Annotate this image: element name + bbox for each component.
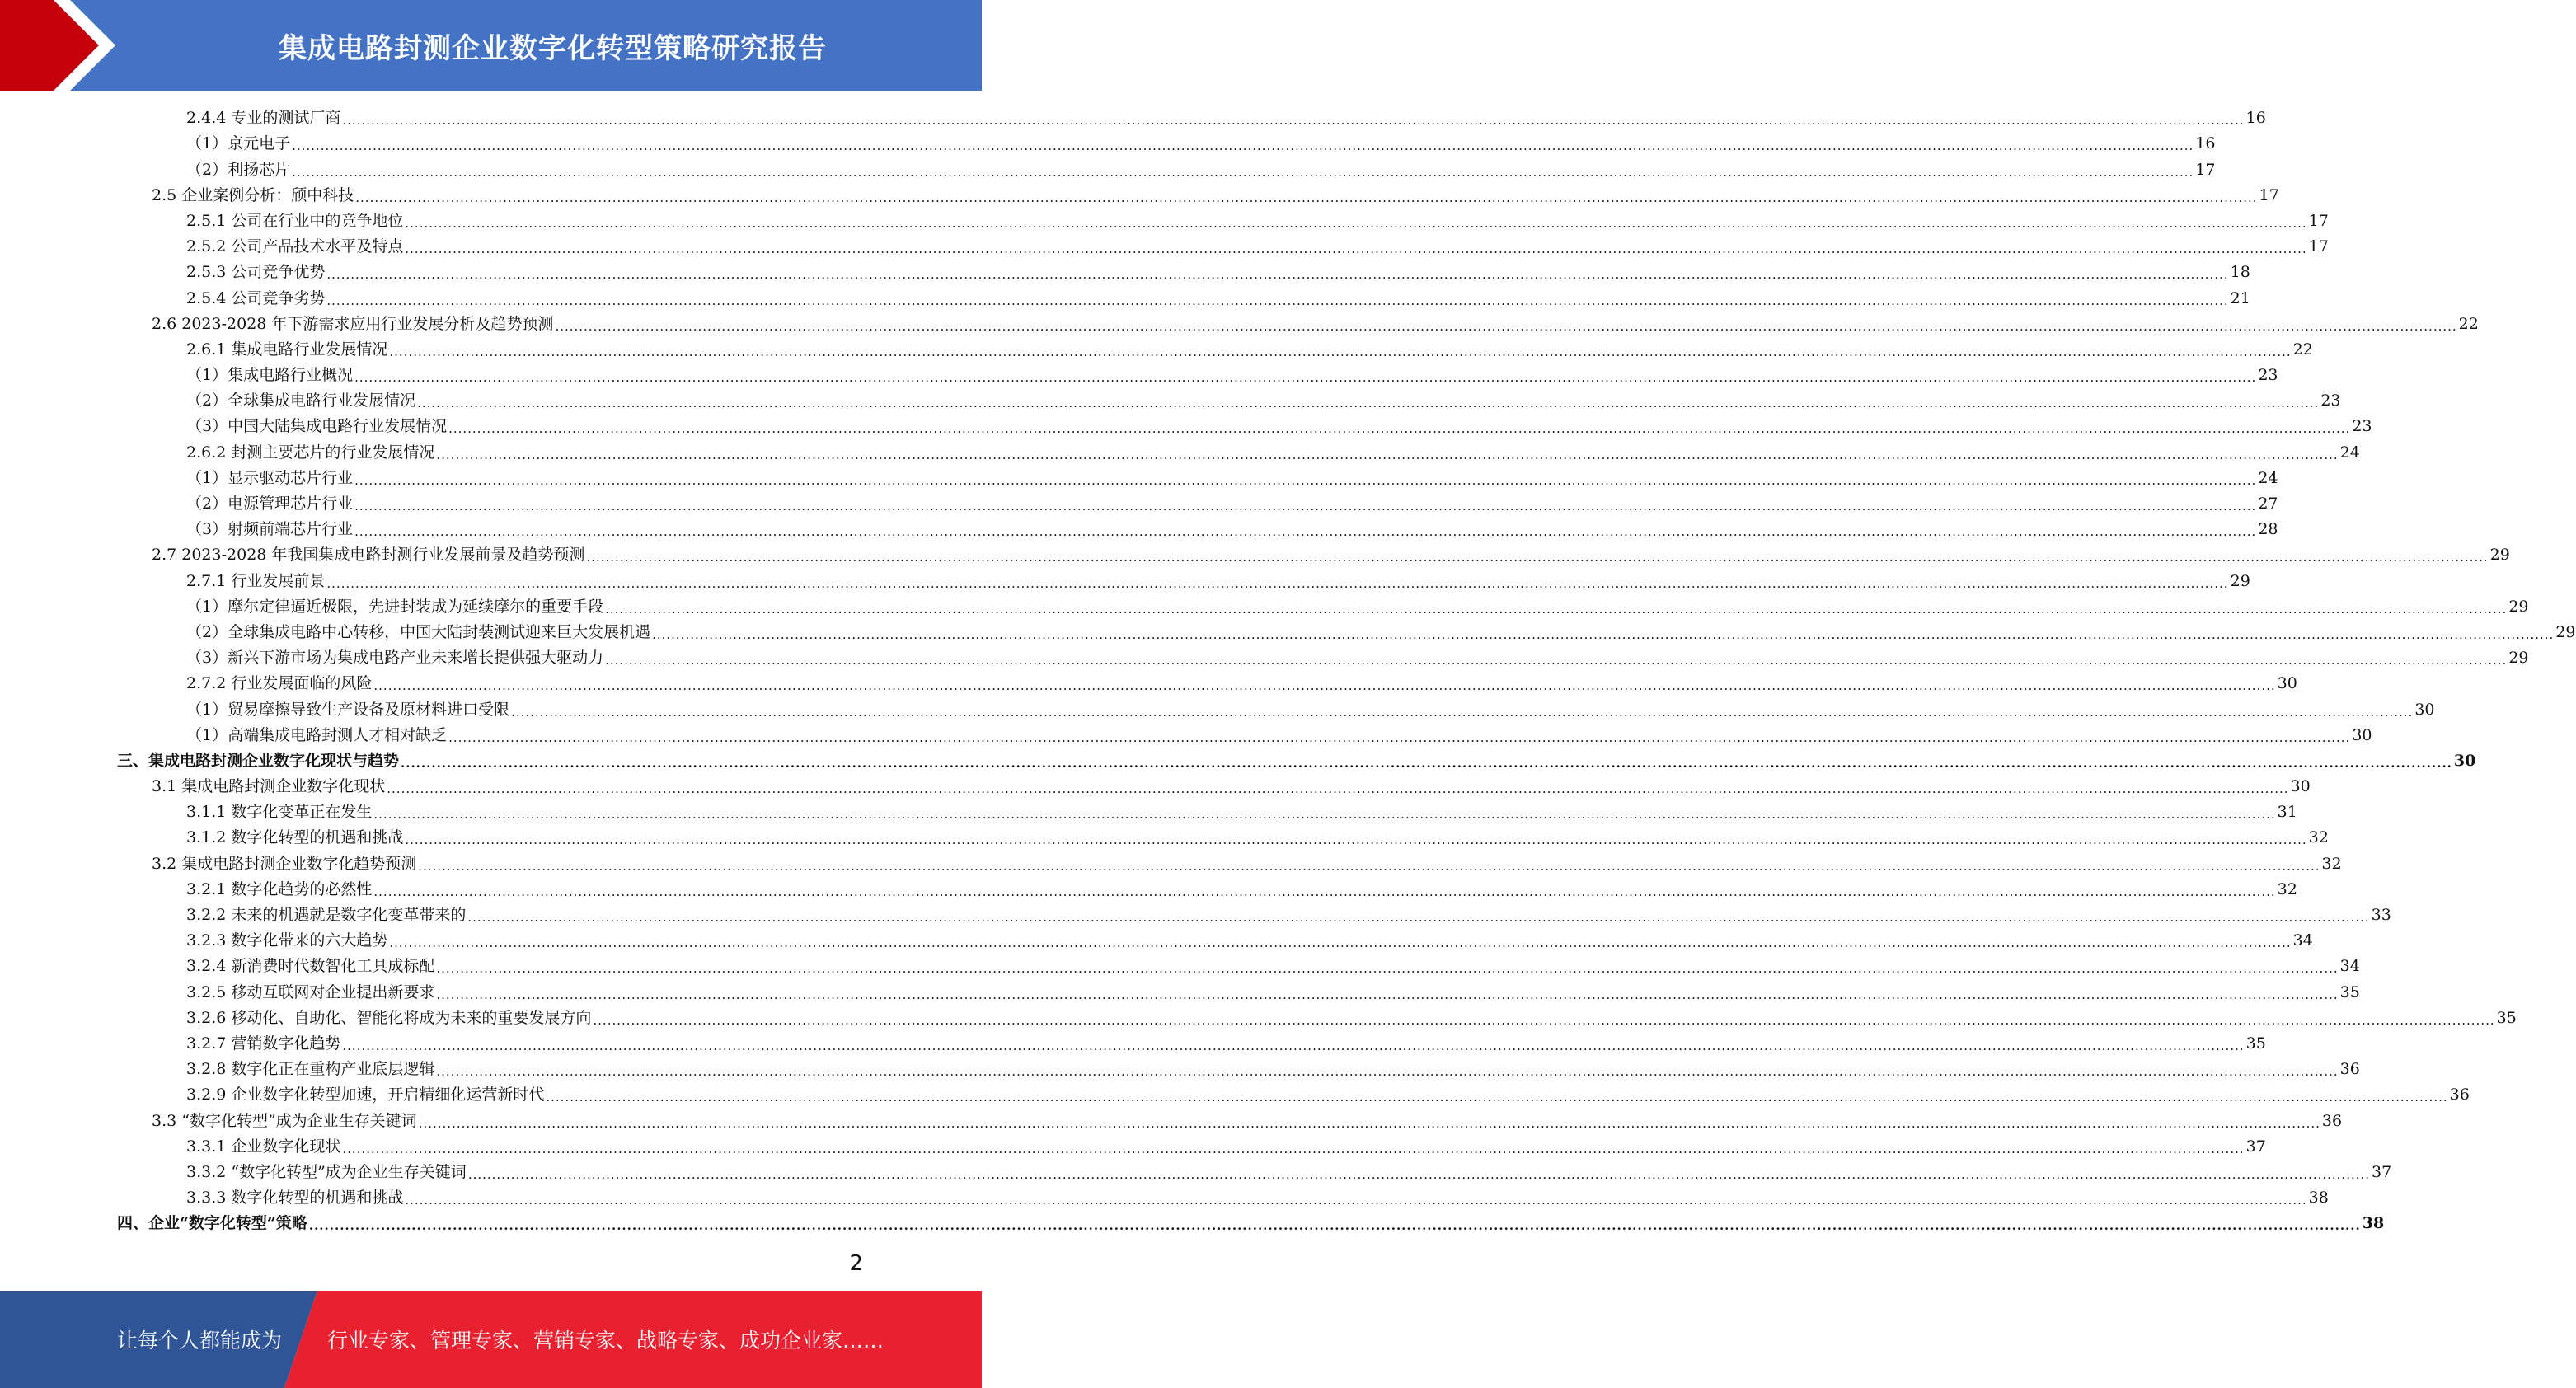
toc-entry[interactable]	[0, 259, 2250, 284]
toc-entry[interactable]	[0, 156, 2216, 181]
toc-entry[interactable]	[0, 413, 2372, 438]
toc-entry[interactable]	[0, 105, 2266, 130]
table-of-contents	[0, 105, 2576, 1236]
toc-entry-label: 3.2.2 未来的机遇就是数字化变革带来的	[186, 906, 467, 924]
toc-entry-label: 3.3.1 企业数字化现状	[186, 1137, 341, 1156]
toc-entry-label: 四、企业“数字化转型”策略	[117, 1214, 307, 1233]
toc-leader-dots: ................................................................................................................................................................................................................................................................................................................................................................................................................	[326, 267, 2229, 283]
toc-leader-dots: ................................................................................................................................................................................................................................................................................................................................................................................................................	[467, 910, 2370, 925]
toc-leader-dots: ................................................................................................................................................................................................................................................................................................................................................................................................................	[436, 447, 2339, 462]
toc-entry[interactable]	[0, 233, 2329, 259]
toc-leader-dots: ................................................................................................................................................................................................................................................................................................................................................................................................................	[448, 421, 2351, 437]
toc-entry[interactable]	[0, 619, 2576, 645]
toc-entry-page: 38	[2308, 1189, 2329, 1207]
toc-entry-label: 3.1.2 数字化转型的机遇和挑战	[186, 828, 404, 847]
toc-entry-page: 30	[2453, 751, 2476, 770]
toc-leader-dots: ................................................................................................................................................................................................................................................................................................................................................................................................................	[326, 293, 2229, 308]
toc-entry-page: 32	[2277, 879, 2297, 898]
toc-entry-page: 34	[2339, 957, 2360, 976]
toc-entry-label: 2.5 企业案例分析：颀中科技	[152, 185, 354, 204]
toc-entry-label: 3.3.2 “数字化转型”成为企业生存关键词	[186, 1162, 467, 1181]
toc-entry[interactable]	[0, 490, 2278, 516]
toc-entry-label: 3.3.3 数字化转型的机遇和挑战	[186, 1189, 404, 1207]
toc-leader-dots: ................................................................................................................................................................................................................................................................................................................................................................................................................	[354, 472, 2257, 488]
toc-entry[interactable]	[0, 130, 2216, 156]
toc-entry[interactable]	[0, 1005, 2517, 1030]
toc-leader-dots: ................................................................................................................................................................................................................................................................................................................................................................................................................	[373, 807, 2276, 823]
toc-leader-dots: ................................................................................................................................................................................................................................................................................................................................................................................................................	[593, 1012, 2495, 1028]
toc-entry-page: 21	[2230, 288, 2250, 307]
toc-leader-dots: ................................................................................................................................................................................................................................................................................................................................................................................................................	[387, 781, 2289, 797]
toc-leader-dots: ................................................................................................................................................................................................................................................................................................................................................................................................................	[405, 215, 2307, 231]
toc-entry-page: 33	[2371, 906, 2391, 924]
toc-entry-label: 3.2 集成电路封测企业数字化趋势预测	[152, 854, 417, 873]
toc-leader-dots: ................................................................................................................................................................................................................................................................................................................................................................................................................	[586, 550, 2489, 565]
toc-leader-dots: ................................................................................................................................................................................................................................................................................................................................................................................................................	[436, 1064, 2339, 1080]
toc-entry-page: 17	[2259, 185, 2279, 204]
toc-entry-label: 3.2.4 新消费时代数智化工具成标配	[186, 957, 435, 976]
toc-entry[interactable]	[0, 465, 2278, 490]
toc-entry[interactable]	[0, 438, 2360, 464]
toc-entry-page: 16	[2245, 109, 2266, 128]
toc-entry[interactable]	[0, 927, 2313, 953]
toc-entry[interactable]	[0, 1081, 2470, 1107]
toc-leader-dots: ................................................................................................................................................................................................................................................................................................................................................................................................................	[405, 241, 2307, 257]
footer-slogan-right: 行业专家、管理专家、营销专家、战略专家、成功企业家……	[327, 1329, 884, 1353]
toc-leader-dots: ................................................................................................................................................................................................................................................................................................................................................................................................................	[436, 987, 2339, 1002]
toc-entry-page: 36	[2449, 1086, 2470, 1104]
toc-leader-dots: ................................................................................................................................................................................................................................................................................................................................................................................................................	[292, 138, 2194, 154]
toc-leader-dots: ................................................................................................................................................................................................................................................................................................................................................................................................................	[405, 1193, 2307, 1208]
toc-entry-page: 17	[2308, 237, 2329, 256]
toc-entry[interactable]	[0, 824, 2329, 850]
toc-entry-page: 29	[2555, 622, 2576, 641]
toc-entry-label: 3.2.6 移动化、自助化、智能化将成为未来的重要发展方向	[186, 1008, 592, 1027]
toc-entry[interactable]	[0, 670, 2297, 696]
toc-leader-dots: ................................................................................................................................................................................................................................................................................................................................................................................................................	[308, 1218, 2361, 1234]
toc-entry-label: （3）射频前端芯片行业	[186, 520, 354, 539]
toc-entry-label: 3.2.5 移动互联网对企业提出新要求	[186, 982, 435, 1001]
toc-entry-page: 30	[2352, 725, 2372, 744]
toc-entry-label: 3.3 “数字化转型”成为企业生存关键词	[152, 1111, 417, 1130]
toc-entry-label: （1）摩尔定律逼近极限，先进封装成为延续摩尔的重要手段	[186, 597, 604, 616]
toc-entry[interactable]	[0, 850, 2342, 875]
toc-entry-page: 18	[2230, 263, 2250, 282]
toc-entry-page: 35	[2339, 982, 2360, 1001]
toc-leader-dots: ................................................................................................................................................................................................................................................................................................................................................................................................................	[467, 1166, 2371, 1182]
toc-entry[interactable]	[0, 773, 2311, 799]
toc-leader-dots: ................................................................................................................................................................................................................................................................................................................................................................................................................	[373, 884, 2276, 899]
toc-leader-dots: ................................................................................................................................................................................................................................................................................................................................................................................................................	[652, 626, 2555, 642]
toc-entry[interactable]	[0, 387, 2341, 413]
toc-leader-dots: ................................................................................................................................................................................................................................................................................................................................................................................................................	[511, 704, 2414, 720]
toc-entry-page: 32	[2308, 828, 2329, 847]
toc-leader-dots: ................................................................................................................................................................................................................................................................................................................................................................................................................	[292, 164, 2194, 180]
toc-entry[interactable]	[0, 1107, 2343, 1132]
toc-entry[interactable]	[0, 696, 2435, 721]
toc-entry-page: 16	[2195, 134, 2216, 153]
toc-entry-page: 24	[2339, 443, 2360, 462]
toc-entry-page: 29	[2508, 597, 2529, 616]
toc-entry[interactable]	[0, 748, 2476, 773]
report-title: 集成电路封测企业数字化转型策略研究报告	[279, 31, 827, 65]
toc-entry-label: 3.2.3 数字化带来的六大趋势	[186, 931, 388, 950]
toc-entry[interactable]	[0, 593, 2529, 619]
toc-entry-page: 31	[2277, 803, 2297, 822]
page-number: 2	[849, 1251, 863, 1276]
toc-entry[interactable]	[0, 182, 2279, 208]
toc-leader-dots: ................................................................................................................................................................................................................................................................................................................................................................................................................	[342, 1038, 2245, 1053]
toc-entry[interactable]	[0, 1056, 2360, 1081]
toc-entry-label: 3.2.9 企业数字化转型加速，开启精细化运营新时代	[186, 1086, 545, 1104]
toc-entry-page: 35	[2496, 1008, 2517, 1027]
toc-entry-label: （1）高端集成电路封测人才相对缺乏	[186, 725, 448, 744]
toc-leader-dots: ................................................................................................................................................................................................................................................................................................................................................................................................................	[342, 113, 2245, 129]
toc-leader-dots: ................................................................................................................................................................................................................................................................................................................................................................................................................	[418, 1115, 2320, 1131]
toc-entry-label: （1）显示驱动芯片行业	[186, 468, 354, 487]
toc-entry-page: 30	[2414, 700, 2435, 719]
page-footer	[0, 1291, 982, 1388]
toc-leader-dots: ................................................................................................................................................................................................................................................................................................................................................................................................................	[354, 524, 2257, 540]
toc-entry-page: 32	[2321, 854, 2342, 873]
toc-entry-label: 2.5.4 公司竞争劣势	[186, 288, 326, 307]
toc-entry-page: 30	[2277, 674, 2297, 693]
toc-entry-page: 37	[2245, 1137, 2266, 1156]
toc-entry[interactable]	[0, 799, 2297, 824]
toc-leader-dots: ................................................................................................................................................................................................................................................................................................................................................................................................................	[436, 961, 2339, 977]
toc-entry[interactable]	[0, 978, 2360, 1004]
toc-entry-page: 38	[2362, 1214, 2385, 1233]
toc-leader-dots: ................................................................................................................................................................................................................................................................................................................................................................................................................	[546, 1090, 2448, 1105]
toc-entry-page: 17	[2195, 160, 2216, 179]
toc-entry[interactable]	[0, 516, 2278, 542]
toc-entry-label: 3.1.1 数字化变革正在发生	[186, 803, 373, 822]
toc-entry-label: 3.2.8 数字化正在重构产业底层逻辑	[186, 1060, 435, 1079]
toc-entry-label: （3）新兴下游市场为集成电路产业未来增长提供强大驱动力	[186, 649, 604, 668]
toc-entry[interactable]	[0, 1133, 2266, 1159]
toc-entry-page: 22	[2458, 314, 2479, 333]
toc-entry[interactable]	[0, 953, 2360, 978]
toc-entry-label: 2.7 2023-2028 年我国集成电路封测行业发展前景及趋势预测	[152, 546, 585, 565]
toc-leader-dots: ................................................................................................................................................................................................................................................................................................................................................................................................................	[605, 653, 2508, 668]
toc-leader-dots: ................................................................................................................................................................................................................................................................................................................................................................................................................	[418, 858, 2320, 874]
toc-entry-label: （1）贸易摩擦导致生产设备及原材料进口受限	[186, 700, 510, 719]
toc-entry-label: （1）京元电子	[186, 134, 291, 153]
toc-entry-label: 2.6.1 集成电路行业发展情况	[186, 340, 388, 359]
toc-entry-label: 三、集成电路封测企业数字化现状与趋势	[117, 751, 400, 770]
toc-entry[interactable]	[0, 902, 2391, 927]
toc-entry-label: 2.5.2 公司产品技术水平及特点	[186, 237, 404, 256]
toc-entry[interactable]	[0, 567, 2250, 593]
toc-entry[interactable]	[0, 284, 2250, 310]
toc-entry-label: 2.7.1 行业发展前景	[186, 571, 326, 590]
toc-entry-page: 24	[2258, 468, 2278, 487]
toc-entry[interactable]	[0, 1030, 2266, 1056]
toc-entry-label: 2.7.2 行业发展面临的风险	[186, 674, 373, 693]
toc-entry-label: （2）利扬芯片	[186, 160, 291, 179]
toc-entry[interactable]	[0, 336, 2313, 362]
toc-leader-dots: ................................................................................................................................................................................................................................................................................................................................................................................................................	[389, 344, 2292, 359]
toc-leader-dots: ................................................................................................................................................................................................................................................................................................................................................................................................................	[326, 575, 2229, 591]
toc-entry-page: 23	[2320, 392, 2341, 410]
toc-entry[interactable]	[0, 208, 2329, 233]
toc-entry-label: 3.2.7 营销数字化趋势	[186, 1034, 341, 1053]
toc-entry[interactable]	[0, 311, 2479, 336]
toc-entry-label: 2.6.2 封测主要芯片的行业发展情况	[186, 443, 435, 462]
toc-leader-dots: ................................................................................................................................................................................................................................................................................................................................................................................................................	[354, 499, 2257, 513]
toc-entry-page: 29	[2508, 649, 2529, 668]
toc-leader-dots: ................................................................................................................................................................................................................................................................................................................................................................................................................	[417, 396, 2320, 411]
toc-entry-page: 23	[2352, 417, 2372, 436]
toc-leader-dots: ................................................................................................................................................................................................................................................................................................................................................................................................................	[405, 832, 2307, 848]
toc-entry-page: 29	[2230, 571, 2250, 590]
toc-entry-page: 29	[2489, 546, 2510, 565]
toc-entry-label: 2.4.4 专业的测试厂商	[186, 109, 341, 128]
toc-entry-page: 37	[2372, 1162, 2392, 1181]
toc-entry-page: 27	[2258, 495, 2278, 513]
toc-leader-dots: ................................................................................................................................................................................................................................................................................................................................................................................................................	[389, 935, 2292, 951]
toc-leader-dots: ................................................................................................................................................................................................................................................................................................................................................................................................................	[342, 1141, 2245, 1156]
toc-leader-dots: ................................................................................................................................................................................................................................................................................................................................................................................................................	[373, 678, 2276, 694]
toc-entry-label: （2）电源管理芯片行业	[186, 495, 354, 513]
toc-entry[interactable]	[0, 645, 2529, 670]
toc-entry-page: 23	[2258, 366, 2278, 385]
toc-entry-label: 2.5.3 公司竞争优势	[186, 263, 326, 282]
toc-entry-page: 28	[2258, 520, 2278, 539]
page-header	[0, 0, 982, 91]
toc-entry-page: 34	[2292, 931, 2313, 950]
toc-entry-page: 36	[2339, 1060, 2360, 1079]
toc-leader-dots: ................................................................................................................................................................................................................................................................................................................................................................................................................	[354, 370, 2257, 386]
toc-entry[interactable]	[0, 362, 2278, 387]
toc-entry-label: 2.6 2023-2028 年下游需求应用行业发展分析及趋势预测	[152, 314, 554, 333]
toc-entry-label: （2）全球集成电路中心转移，中国大陆封装测试迎来巨大发展机遇	[186, 622, 651, 641]
header-arrow-graphic	[0, 0, 132, 91]
toc-entry-label: 2.5.1 公司在行业中的竞争地位	[186, 211, 404, 230]
toc-entry-page: 35	[2245, 1034, 2266, 1053]
toc-entry[interactable]	[0, 1159, 2392, 1184]
toc-entry-label: （2）全球集成电路行业发展情况	[186, 392, 416, 410]
toc-entry[interactable]	[0, 876, 2297, 902]
toc-entry-page: 17	[2308, 211, 2329, 230]
toc-entry[interactable]	[0, 1184, 2329, 1210]
footer-slogan-left: 让每个人都能成为	[117, 1329, 283, 1353]
toc-leader-dots: ................................................................................................................................................................................................................................................................................................................................................................................................................	[355, 190, 2258, 205]
toc-leader-dots: ................................................................................................................................................................................................................................................................................................................................................................................................................	[401, 755, 2452, 771]
toc-entry[interactable]	[0, 722, 2372, 748]
toc-leader-dots: ................................................................................................................................................................................................................................................................................................................................................................................................................	[555, 318, 2457, 334]
toc-entry[interactable]	[0, 1210, 2385, 1236]
toc-leader-dots: ................................................................................................................................................................................................................................................................................................................................................................................................................	[605, 601, 2508, 617]
toc-entry-label: 3.2.1 数字化趋势的必然性	[186, 879, 373, 898]
toc-entry-label: 3.1 集成电路封测企业数字化现状	[152, 777, 386, 796]
toc-leader-dots: ................................................................................................................................................................................................................................................................................................................................................................................................................	[448, 729, 2351, 745]
toc-entry-page: 30	[2290, 777, 2311, 796]
toc-entry-page: 22	[2292, 340, 2313, 359]
toc-entry-label: （1）集成电路行业概况	[186, 366, 354, 385]
toc-entry[interactable]	[0, 542, 2510, 567]
toc-entry-page: 36	[2321, 1111, 2343, 1130]
toc-entry-label: （3）中国大陆集成电路行业发展情况	[186, 417, 448, 436]
